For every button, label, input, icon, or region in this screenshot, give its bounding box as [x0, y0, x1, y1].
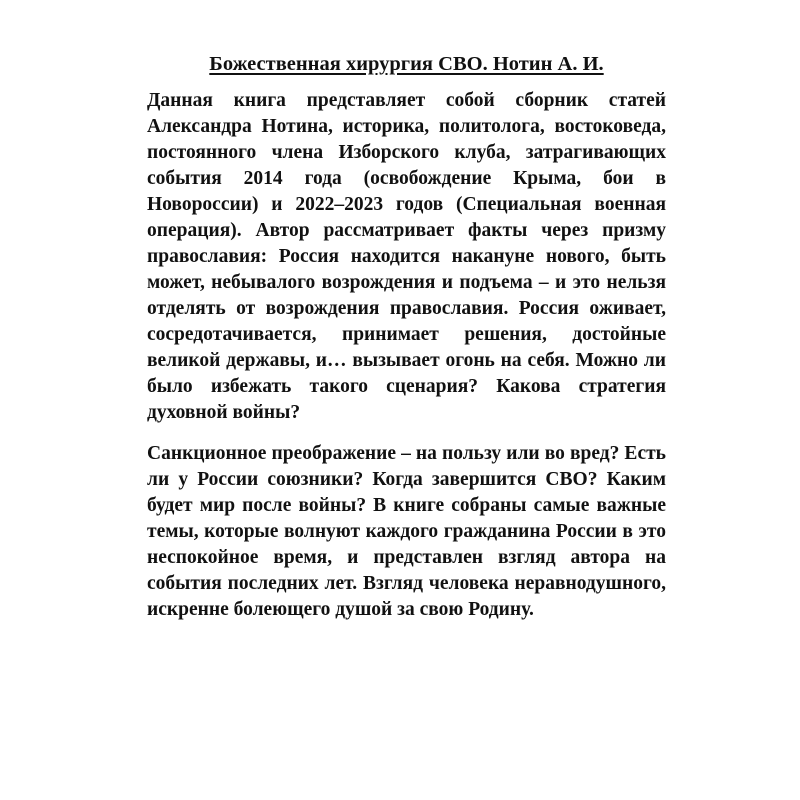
paragraph-description: Данная книга представляет собой сборник статей Александра Нотина, историка, политолога, востоковеда, постоянного члена Изборского клуба, затрагивающих события 2014 года (освобождение Крыма, бои в Новороссии) и 2022–2023 годов (Специальная военная операция). Автор рассматривает факты через призму православия: Россия находится накануне нового, быть может, небывалого возрождения и подъема – и это нельзя отделять от возрождения православия. Россия оживает, сосредотачивается, принимает решения, достойные великой державы, и… вызывает огонь на себя. Можно ли было избежать такого сценария? Какова стратегия духовной войны?: [147, 90, 666, 423]
paragraph-questions: Санкционное преображение – на пользу или во вред? Есть ли у России союзники? Когда завершится СВО? Каким будет мир после войны? В книге собраны самые важные темы, которые волнуют каждого гражданина России в это неспокойное время, и представлен взгляд автора на события последних лет. Взгляд человека неравнодушного, искренне болеющего душой за свою Родину.: [147, 443, 666, 620]
document-title: Божественная хирургия СВО. Нотин А. И.: [209, 53, 604, 75]
document-page: [147, 50, 666, 623]
